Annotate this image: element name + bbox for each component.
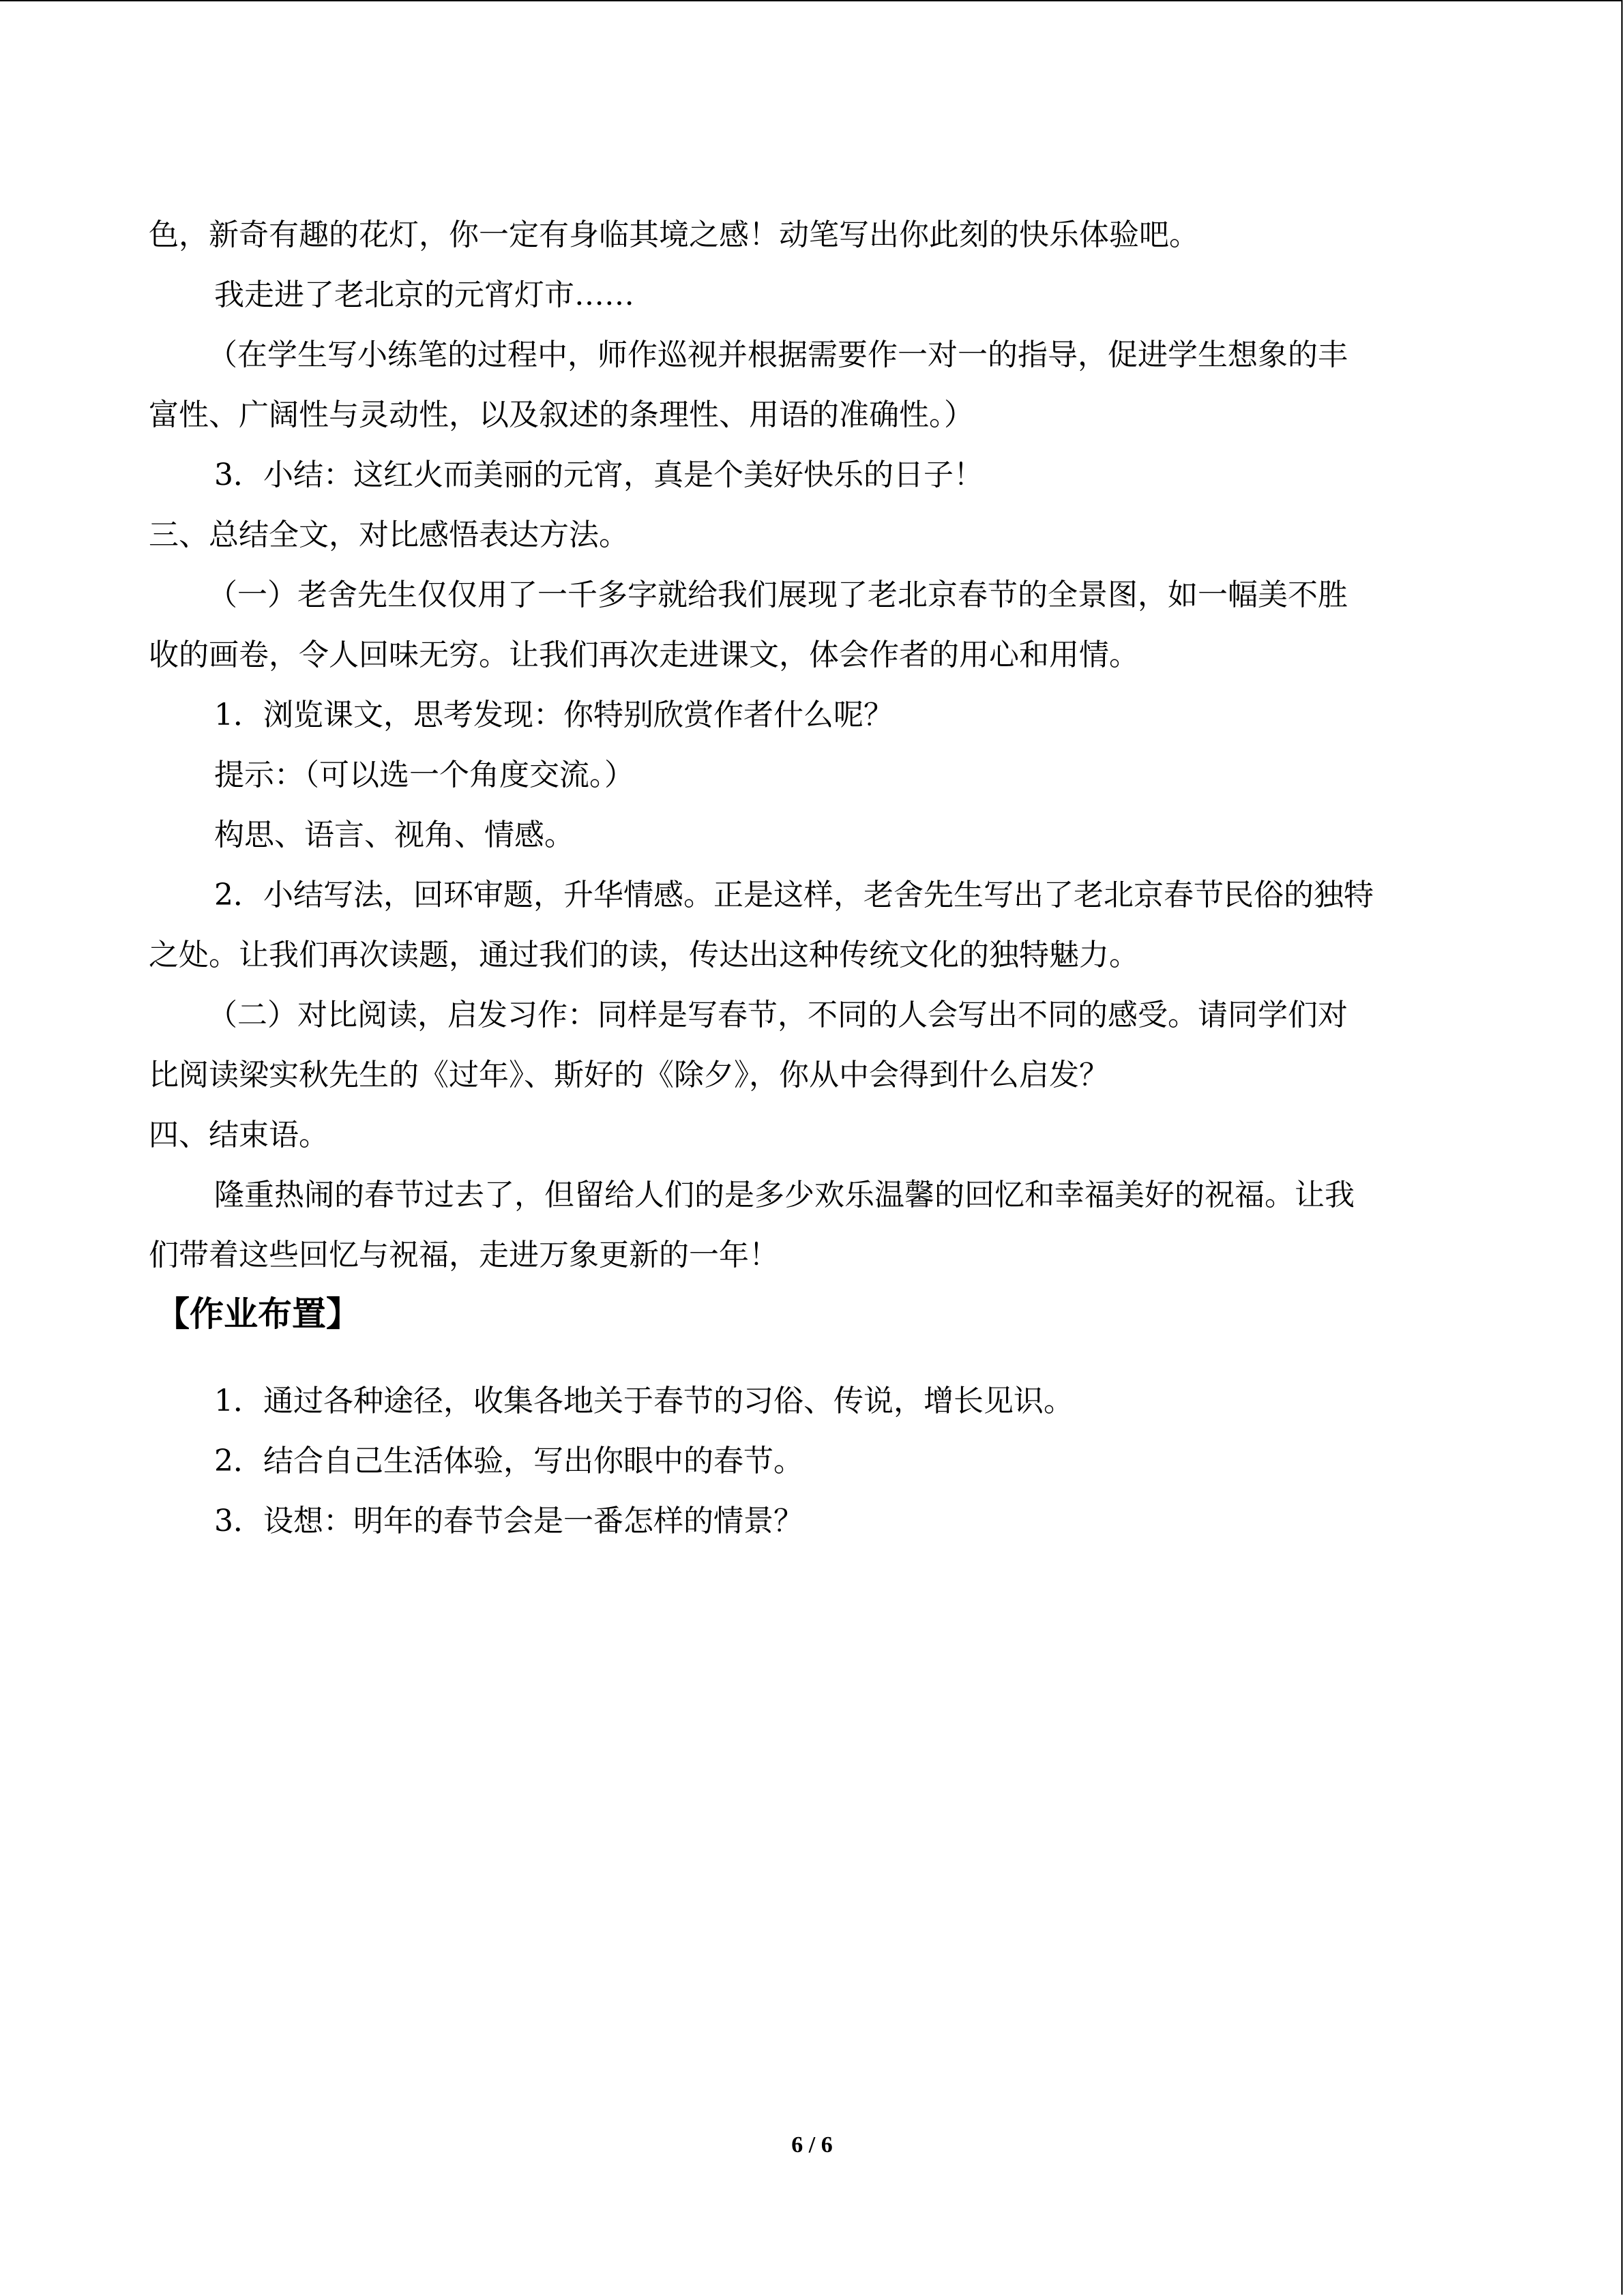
paragraph-line: 1．浏览课文，思考发现：你特别欣赏作者什么呢？ — [214, 698, 894, 732]
paragraph-line: 构思、语言、视角、情感。 — [214, 818, 574, 852]
paragraph-line: 隆重热闹的春节过去了，但留给人们的是多少欢乐温馨的回忆和幸福美好的祝福。让我 — [214, 1178, 1355, 1212]
homework-heading: 【作业布置】 — [156, 1294, 360, 1334]
paragraph-line: （一）老舍先生仅仅用了一千多字就给我们展现了老北京春节的全景图，如一幅美不胜 — [207, 578, 1348, 612]
section-heading: 三、总结全文，对比感悟表达方法。 — [149, 518, 629, 552]
paragraph-line: （在学生写小练笔的过程中，师作巡视并根据需要作一对一的指导，促进学生想象的丰 — [207, 338, 1348, 372]
paragraph-line: 2．小结写法，回环审题，升华情感。正是这样，老舍先生写出了老北京春节民俗的独特 — [214, 878, 1374, 912]
homework-item: 1．通过各种途径，收集各地关于春节的习俗、传说，增长见识。 — [214, 1384, 1074, 1418]
page-number: 6 / 6 — [791, 2132, 833, 2158]
paragraph-line: 之处。让我们再次读题，通过我们的读，传达出这种传统文化的独特魅力。 — [149, 938, 1139, 972]
paragraph-line: 富性、广阔性与灵动性，以及叙述的条理性、用语的准确性。） — [149, 398, 974, 432]
paragraph-line: 色，新奇有趣的花灯，你一定有身临其境之感！动笔写出你此刻的快乐体验吧。 — [149, 218, 1199, 252]
homework-item: 2．结合自己生活体验，写出你眼中的春节。 — [214, 1444, 803, 1478]
paragraph-line: 我走进了老北京的元宵灯市…… — [214, 278, 634, 312]
paragraph-line: （二）对比阅读，启发习作：同样是写春节，不同的人会写出不同的感受。请同学们对 — [207, 998, 1348, 1032]
paragraph-line: 收的画卷，令人回味无穷。让我们再次走进课文，体会作者的用心和用情。 — [149, 638, 1139, 672]
paragraph-line: 3．小结：这红火而美丽的元宵，真是个美好快乐的日子！ — [214, 458, 984, 492]
paragraph-line: 比阅读梁实秋先生的《过年》、斯好的《除夕》，你从中会得到什么启发？ — [149, 1058, 1109, 1092]
homework-item: 3．设想：明年的春节会是一番怎样的情景？ — [214, 1504, 803, 1538]
section-heading: 四、结束语。 — [149, 1118, 329, 1152]
paragraph-line: 提示：（可以选一个角度交流。） — [214, 758, 634, 792]
paragraph-line: 们带着这些回忆与祝福，走进万象更新的一年！ — [149, 1238, 779, 1272]
